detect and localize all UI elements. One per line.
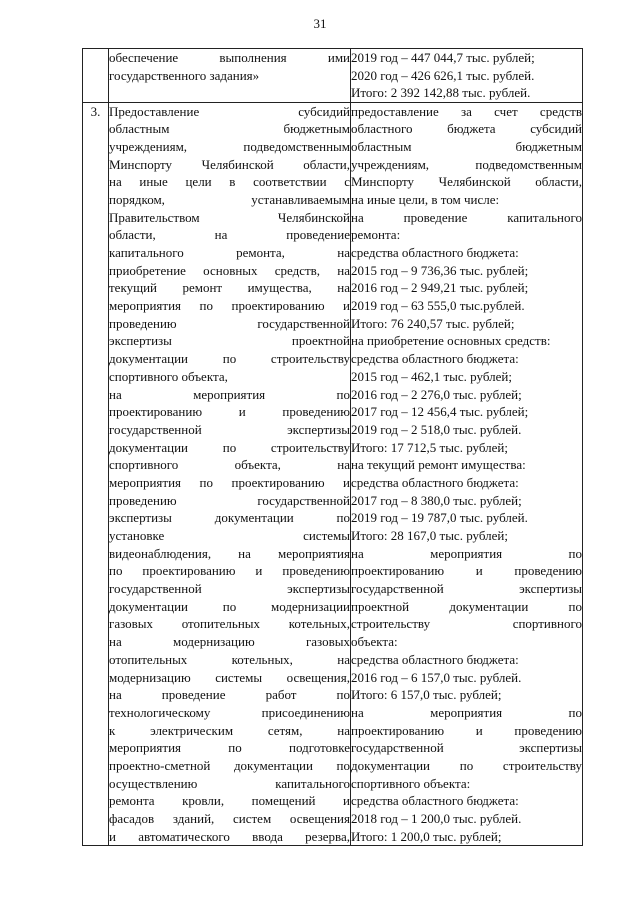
text-line: 2019 год – 63 555,0 тыс.рублей. [351, 298, 525, 314]
text-line: 2015 год – 462,1 тыс. рублей; [351, 368, 512, 384]
text-line: учреждениям, подведомственным [109, 138, 350, 154]
text-line: документации по модернизации [109, 598, 350, 614]
text-line: 2017 год – 8 380,0 тыс. рублей; [351, 492, 522, 508]
funding-cell [351, 49, 583, 103]
text-line: 2019 год – 19 787,0 тыс. рублей. [351, 510, 528, 526]
text-line: государственной экспертизы [109, 421, 350, 437]
text-line: Предоставление субсидий [109, 103, 350, 119]
text-line: приобретение основных средств, на [109, 262, 350, 278]
program-activities-table [82, 48, 583, 846]
text-line: на текущий ремонт имущества: [351, 457, 526, 473]
text-line: спортивного объекта: [351, 775, 471, 791]
text-line: на мероприятия по [109, 386, 350, 402]
text-line: по проектированию и проведению [109, 563, 350, 579]
funding-cell [351, 102, 583, 846]
text-line: государственной экспертизы [351, 740, 582, 756]
text-line: 2016 год – 6 157,0 тыс. рублей. [351, 669, 522, 685]
text-line: документации по строительству [109, 351, 350, 367]
text-line: установке системы [109, 528, 350, 543]
text-line: спортивного объекта, [109, 368, 228, 384]
text-line: областного бюджета субсидий [351, 121, 582, 137]
text-line: 2017 год – 12 456,4 тыс. рублей; [351, 404, 529, 420]
text-line: на иные цели, в том числе: [351, 191, 500, 207]
text-line: средства областного бюджета: [351, 351, 519, 367]
text-line: Минспорту Челябинской области, [109, 156, 350, 172]
text-line: 2016 год – 2 949,21 тыс. рублей; [351, 280, 529, 296]
row-number: 3. [83, 102, 109, 846]
text-line: ремонта: [351, 227, 401, 243]
text-line: государственной экспертизы [109, 581, 350, 597]
text-line: Правительством Челябинской [109, 209, 350, 225]
text-line: и автоматического ввода резерва, [109, 828, 350, 844]
text-line: Итого: 1 200,0 тыс. рублей; [351, 828, 502, 844]
text-line: Итого: 28 167,0 тыс. рублей; [351, 528, 508, 543]
text-line: мероприятия по проектированию и [109, 474, 350, 490]
text-line: средства областного бюджета: [351, 474, 519, 490]
text-line: областным бюджетным [109, 121, 350, 137]
text-line: на проведение работ по [109, 687, 350, 703]
text-line: Итого: 6 157,0 тыс. рублей; [351, 687, 502, 703]
table-row-3 [83, 102, 583, 846]
text-line: отопительных котельных, на [109, 651, 350, 667]
text-line: проектной документации по [351, 598, 582, 614]
text-line: 2020 год – 426 626,1 тыс. рублей. [351, 67, 535, 83]
text-line: государственной экспертизы [351, 581, 582, 597]
text-line: на мероприятия по [351, 704, 582, 720]
text-line: порядком, устанавливаемым [109, 191, 350, 207]
text-line: государственного задания» [109, 67, 260, 83]
text-line: проектированию и проведению [351, 722, 582, 738]
text-line: предоставление за счет средств [351, 103, 582, 119]
activity-name-cell [109, 102, 351, 846]
text-line: технологическому присоединению [109, 704, 350, 720]
text-line: газовых отопительных котельных, [109, 616, 350, 632]
text-line: документации по строительству [109, 439, 350, 455]
text-line: Итого: 17 712,5 тыс. рублей; [351, 439, 508, 455]
text-line: видеонаблюдения, на мероприятия [109, 545, 350, 561]
text-line: текущий ремонт имущества, на [109, 280, 350, 296]
text-line: Итого: 2 392 142,88 тыс. рублей. [351, 85, 531, 100]
text-line: спортивного объекта, на [109, 457, 350, 473]
text-line: средства областного бюджета: [351, 651, 519, 667]
text-line: на иные цели в соответствии с [109, 174, 350, 190]
text-line: проведению государственной [109, 315, 350, 331]
activity-name-cell [109, 49, 351, 103]
row-number [83, 49, 109, 103]
text-line: Итого: 76 240,57 тыс. рублей; [351, 315, 515, 331]
text-line: осуществлению капитального [109, 775, 350, 791]
text-line: средства областного бюджета: [351, 245, 519, 260]
text-line: областным бюджетным [351, 138, 582, 154]
text-line: Минспорту Челябинской области, [351, 174, 582, 190]
text-line: проектированию и проведению [109, 404, 350, 420]
text-line: области, на проведение [109, 227, 350, 243]
text-line: на модернизацию газовых [109, 634, 350, 650]
text-line: на приобретение основных средств: [351, 333, 551, 349]
text-line: обеспечение выполнения ими [109, 50, 350, 65]
table-row-continued [83, 49, 583, 103]
text-line: ремонта кровли, помещений и [109, 793, 350, 809]
text-line: капитального ремонта, на [109, 245, 350, 260]
text-line: 2016 год – 2 276,0 тыс. рублей; [351, 386, 522, 402]
text-line: проектированию и проведению [351, 563, 582, 579]
page-number: 31 [313, 16, 327, 31]
text-line: объекта: [351, 634, 398, 650]
text-line: модернизацию системы освещения, [109, 669, 350, 685]
text-line: фасадов зданий, систем освещения [109, 811, 350, 826]
text-line: на мероприятия по [351, 545, 582, 561]
text-line: экспертизы документации по [109, 510, 350, 526]
text-line: на проведение капитального [351, 209, 582, 225]
text-line: 2018 год – 1 200,0 тыс. рублей. [351, 811, 522, 826]
text-line: проведению государственной [109, 492, 350, 508]
text-line: 2019 год – 447 044,7 тыс. рублей; [351, 50, 535, 65]
text-line: экспертизы проектной [109, 333, 350, 349]
text-line: документации по строительству [351, 757, 582, 773]
text-line: средства областного бюджета: [351, 793, 519, 809]
text-line: мероприятия по подготовке [109, 740, 350, 756]
text-line: 2015 год – 9 736,36 тыс. рублей; [351, 262, 529, 278]
text-line: мероприятия по проектированию и [109, 298, 350, 314]
text-line: строительству спортивного [351, 616, 582, 632]
text-line: проектно-сметной документации по [109, 757, 350, 773]
text-line: учреждениям, подведомственным [351, 156, 582, 172]
text-line: к электрическим сетям, на [109, 722, 350, 738]
text-line: 2019 год – 2 518,0 тыс. рублей. [351, 421, 522, 437]
